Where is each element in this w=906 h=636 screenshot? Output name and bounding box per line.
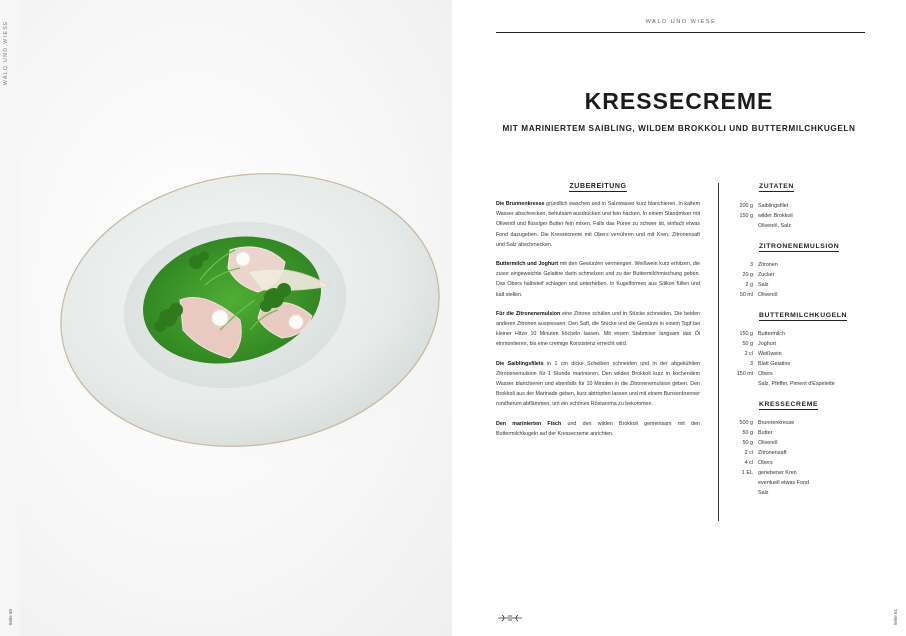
ingredient-name: Salz, Pfeffer, Piment d'Espelette <box>758 381 835 387</box>
ingredient-name: Brunnenkresse <box>758 420 795 426</box>
ingredient-row <box>726 221 866 231</box>
ingredient-quantity: 20 g <box>742 272 753 278</box>
ingredient-quantity: 50 g <box>742 430 753 436</box>
ingredient-group-title: ZITRONENEMULSION <box>759 243 840 250</box>
ingredient-quantity <box>726 478 758 488</box>
running-head: WALD UND WIESE <box>645 19 717 25</box>
right-page <box>452 0 906 636</box>
ingredient-quantity: 150 ml <box>736 371 753 377</box>
ingredient-quantity <box>726 221 758 231</box>
step-text: gründlich waschen und in Salzwasser kurz blanchieren. In kaltem Wasser abschrecken, behutsam ausdrücken und fein hacken. In einem Standmixer mit Olivenöl und flüssiger Butter fein mixen. Falls das Püree zu schwer ist, einfach etwas Fond dazugeben. Die Kressecreme mit Obers verrühren und mit Kren, Zitronensaft und Salz abschmecken. <box>496 201 701 248</box>
ingredient-quantity: 150 g <box>739 331 753 337</box>
ingredient-row <box>726 418 866 428</box>
ingredient-name: Olivenöl <box>758 292 778 298</box>
step-text: mit den Gewürzen vermengen. Weißwein kurz erhitzen, die zuvor eingeweichte Gelatine darin schmelzen und zu der Buttermilchmischung geben. Das Obers halbsteif schlagen und unterheben. In Kugelformen aus Silikon füllen und kalt stellen. <box>496 261 700 298</box>
ingredient-row <box>726 280 866 290</box>
ingredient-groups <box>726 201 866 498</box>
preparation-step <box>496 359 700 410</box>
ingredient-row <box>726 448 866 458</box>
ingredient-name: Salz <box>758 490 769 496</box>
ingredients-column <box>726 183 866 510</box>
header-rule <box>496 32 865 33</box>
recipe-title: KRESSECREME <box>584 88 774 114</box>
ingredient-name: Zitronen <box>758 262 778 268</box>
ingredient-quantity: 200 g <box>739 203 753 209</box>
ingredient-group-title: KRESSECREME <box>759 401 819 408</box>
ingredient-name: eventuell etwas Fond <box>758 480 809 486</box>
ingredient-row <box>726 270 866 280</box>
step-text: in 1 cm dicke Scheiben schneiden und in der abgekühlten Zitronenemulsion für 1 Stunde marinieren. Den wilden Brokkoli kurz in kochendem Wasser blanchieren und ebenfalls für 10 Minuten in die Zitronenemulsion geben. Den Brokkoli aus der Marinade geben, kurz abtropfen lassen und mit einem Bunsenbrenner rundherum abflämmen, um ein schönes Röstaroma zu bekommen. <box>496 360 700 408</box>
ingredient-row <box>726 201 866 211</box>
ingredient-name: Joghurt <box>758 341 776 347</box>
ingredient-quantity: 3 <box>750 361 753 367</box>
buttermilk-ball <box>236 252 250 266</box>
ingredient-quantity: 4 cl <box>744 460 753 466</box>
ingredient-group <box>726 243 866 300</box>
ingredient-quantity <box>726 488 758 498</box>
ingredient-row <box>726 260 866 270</box>
dish-photo <box>0 0 452 636</box>
ingredient-name: Obers <box>758 371 773 377</box>
ingredient-quantity: 150 g <box>739 213 753 219</box>
ingredient-group-title: BUTTERMILCHKUGELN <box>759 312 847 319</box>
step-lead: Für die Zitronenemulsion <box>496 310 561 317</box>
column-divider <box>718 183 719 521</box>
ingredient-name: wilder Brokkoli <box>758 213 793 219</box>
ingredient-name: Weißwein <box>758 351 782 357</box>
ingredient-name: Obers <box>758 460 773 466</box>
ingredient-row <box>726 339 866 349</box>
preparation-column <box>496 183 700 439</box>
ingredient-row <box>726 329 866 339</box>
ingredient-row <box>726 359 866 369</box>
ingredient-row <box>726 428 866 438</box>
ingredient-row <box>726 488 866 498</box>
ingredient-row <box>726 211 866 221</box>
ingredient-quantity: 50 g <box>742 341 753 347</box>
ingredient-name: Buttermilch <box>758 331 785 337</box>
ingredient-quantity: 3 <box>750 262 753 268</box>
ingredient-name: Blatt Gelatine <box>758 361 791 367</box>
ingredient-name: Saiblingsfilet <box>758 203 789 209</box>
ingredient-quantity: 50 g <box>742 440 753 446</box>
ingredient-name: Butter <box>758 430 773 436</box>
ingredient-group <box>726 312 866 389</box>
ingredient-name: Zucker <box>758 272 775 278</box>
page-number-right: Seite 61 <box>893 609 898 626</box>
ingredient-group <box>726 401 866 498</box>
page-number-left: Seite 60 <box>8 609 13 626</box>
ingredient-group <box>726 201 866 231</box>
preparation-step <box>496 199 700 250</box>
preparation-step <box>496 309 700 350</box>
ingredient-row <box>726 369 866 379</box>
ingredient-quantity: 1 EL <box>741 470 753 476</box>
ingredient-name: Zitronensaft <box>758 450 787 456</box>
preparation-steps <box>496 199 700 439</box>
ingredient-quantity <box>726 379 758 389</box>
step-lead: Die Saiblingsfilets <box>496 360 544 367</box>
ingredient-quantity: 50 ml <box>739 292 753 298</box>
step-text: und den wilden Brokkoli gemeinsam mit den Buttermilchkugeln auf der Kressecreme anrichten. <box>496 420 700 437</box>
ingredients-heading: ZUTATEN <box>759 183 794 190</box>
preparation-step <box>496 419 700 439</box>
buttermilk-ball <box>289 315 303 329</box>
buttermilk-ball <box>212 310 228 326</box>
ingredient-quantity: 2 g <box>745 282 753 288</box>
ingredient-row <box>726 379 866 389</box>
step-lead: Die Brunnenkresse <box>496 201 545 207</box>
ingredient-row <box>726 468 866 478</box>
ingredient-row <box>726 458 866 468</box>
ingredient-name: geriebener Kren <box>758 470 797 476</box>
preparation-step <box>496 259 700 300</box>
ingredient-quantity: 2 cl <box>744 351 753 357</box>
preparation-heading: ZUBEREITUNG <box>569 183 627 190</box>
ingredient-row <box>726 478 866 488</box>
side-section-label: WALD UND WIESE <box>3 20 9 85</box>
step-lead: Den marinierten Fisch <box>496 420 562 427</box>
ingredient-row <box>726 349 866 359</box>
ingredient-quantity: 500 g <box>739 420 753 426</box>
ingredient-row <box>726 290 866 300</box>
ingredient-name: Olivenöl, Salz <box>758 223 791 229</box>
left-page <box>0 0 452 636</box>
step-lead: Buttermilch und Joghurt <box>496 261 559 268</box>
ingredient-name: Olivenöl <box>758 440 778 446</box>
ingredient-quantity: 2 cl <box>744 450 753 456</box>
step-text: eine Zitrone schälen und in Stücke schneiden. Die beiden anderen Zitronen auspressen. Den Saft, die Stücke und die Gewürze in einem Topf bei kleiner Hitze 10 Minuten köcheln lassen. Mit einem Stabmixer langsam das Öl einmontieren, bis eine cremige Konsistenz erreicht wird. <box>496 310 700 348</box>
ingredient-row <box>726 438 866 448</box>
recipe-subtitle: MIT MARINIERTEM SAIBLING, WILDEM BROKKOLI UND BUTTERMILCHKUGELN <box>502 124 856 133</box>
footer-ornament-icon <box>496 612 524 624</box>
ingredient-name: Salz <box>758 282 769 288</box>
